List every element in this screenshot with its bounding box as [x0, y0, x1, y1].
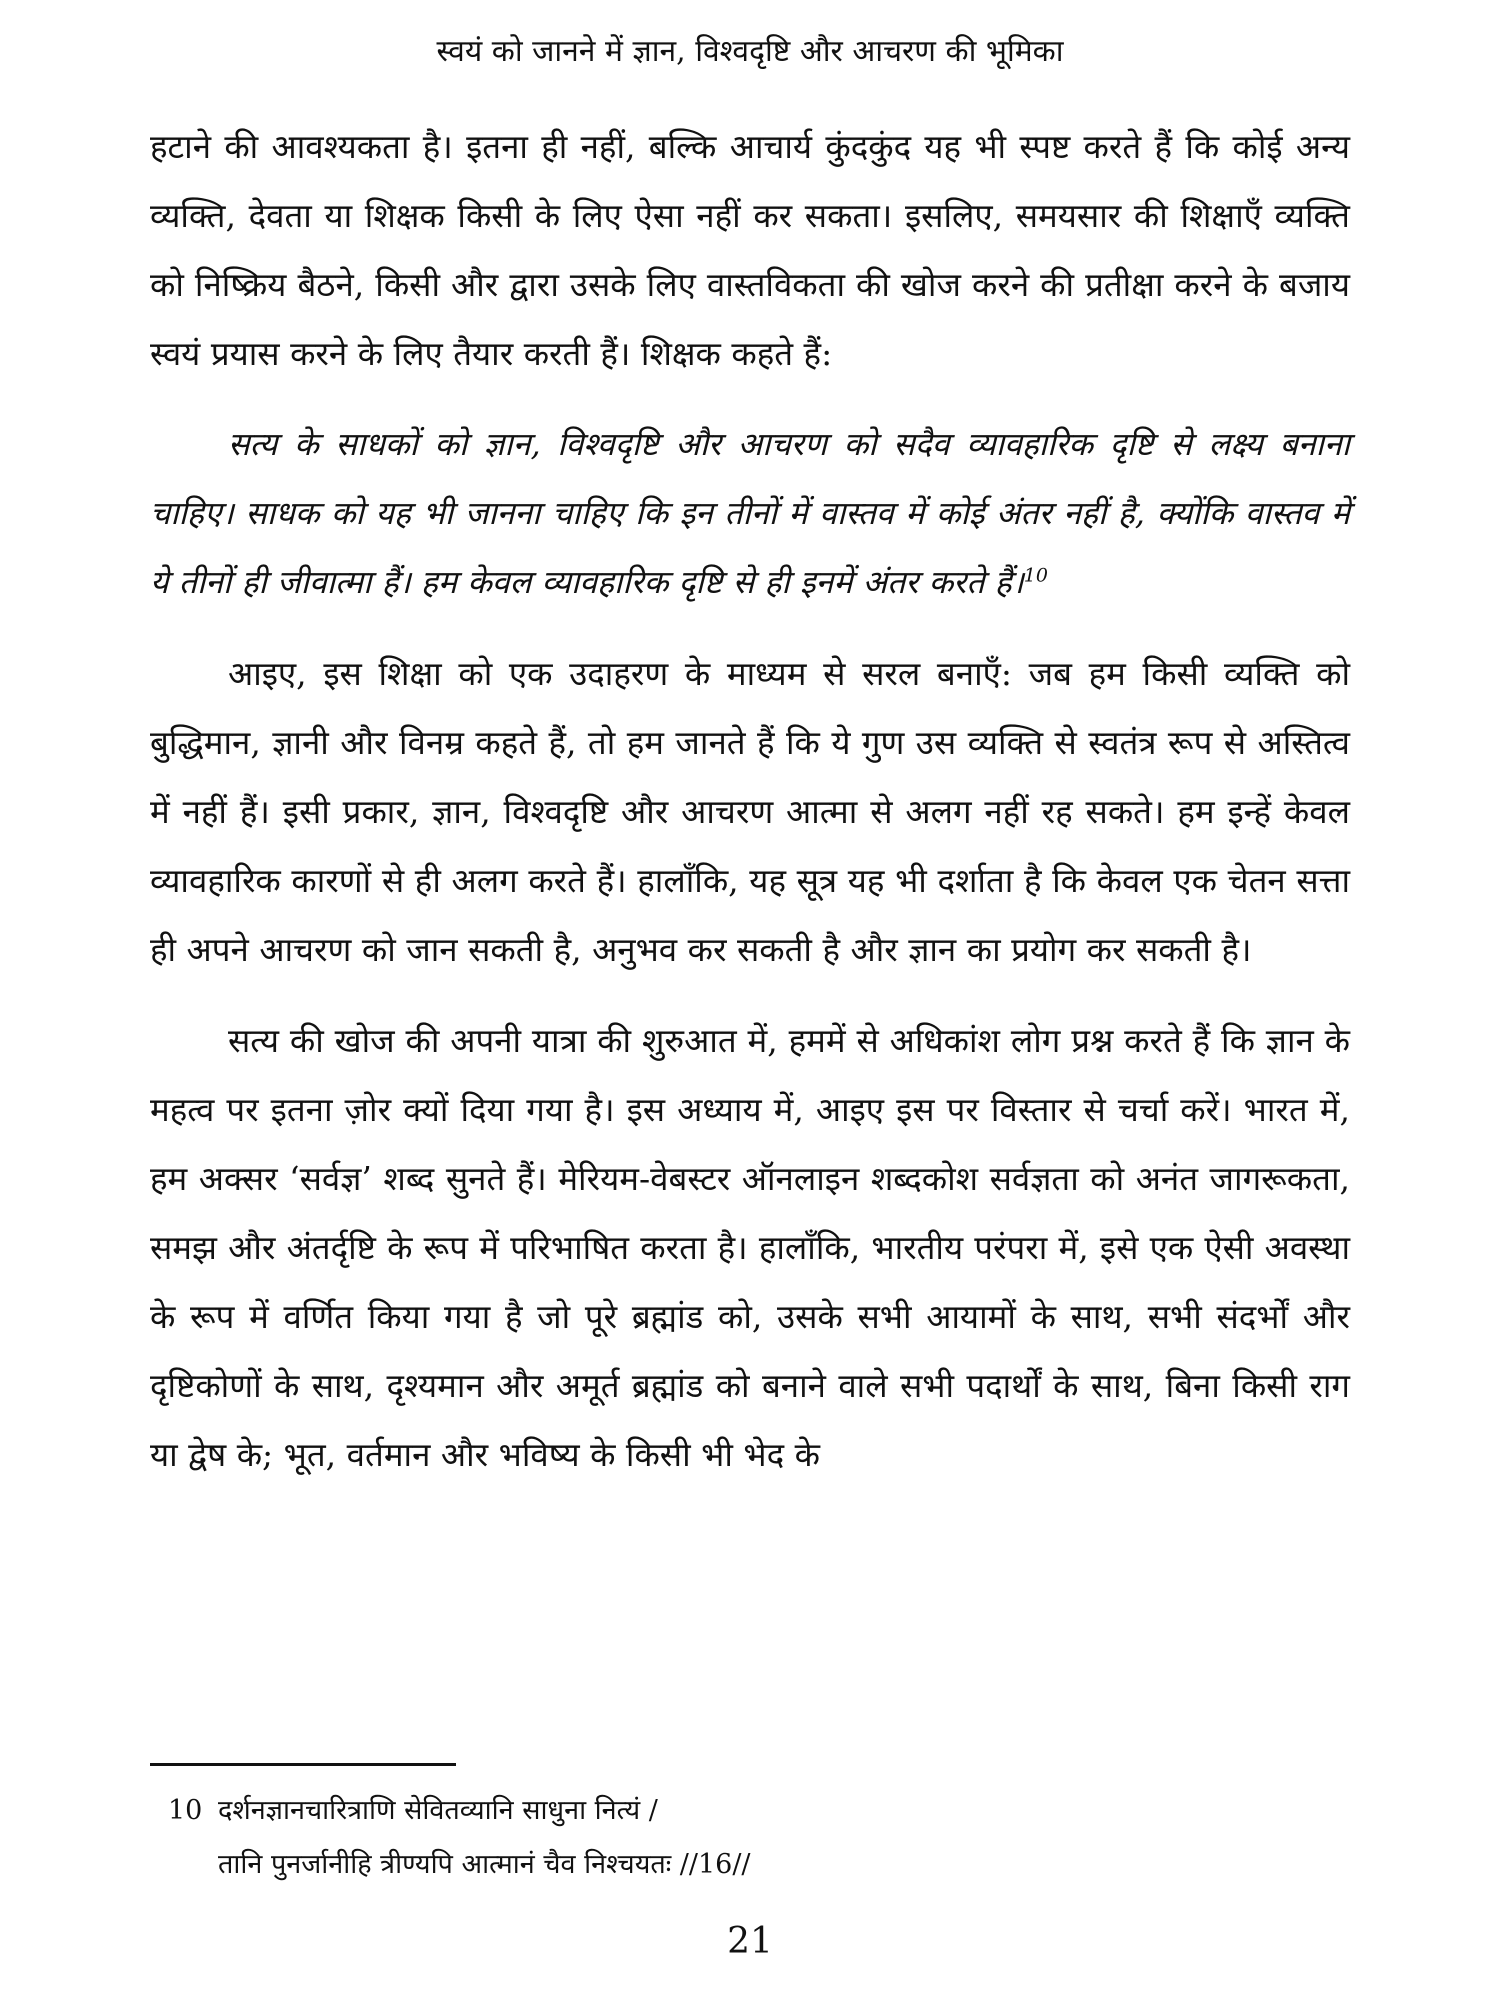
footnote	[168, 1784, 1268, 1892]
paragraph-3: सत्य की खोज की अपनी यात्रा की शुरुआत में, हममें से अधिकांश लोग प्रश्न करते हैं कि ज्ञान के महत्व पर इतना ज़ोर क्यों दिया गया है। इस अध्याय में, आइए इस पर विस्तार से चर्चा करें। भारत में, हम अक्सर ‘सर्वज्ञ’ शब्द सुनते हैं। मेरियम-वेबस्टर ऑनलाइन शब्दकोश सर्वज्ञता को अनंत जागरूकता, समझ और अंतर्दृष्टि के रूप में परिभाषित करता है। हालाँकि, भारतीय परंपरा में, इसे एक ऐसी अवस्था के रूप में वर्णित किया गया है जो पूरे ब्रह्मांड को, उसके सभी आयामों के साथ, सभी संदर्भों और दृष्टिकोणों के साथ, दृश्यमान और अमूर्त ब्रह्मांड को बनाने वाले सभी पदार्थों के साथ, बिना किसी राग या द्वेष के; भूत, वर्तमान और भविष्य के किसी भी भेद के	[150, 1021, 1350, 1474]
footnote-text-line-2: तानि पुनर्जानीहि त्रीण्यपि आत्मानं चैव निश्चयतः //16//	[218, 1849, 751, 1880]
paragraph-1: हटाने की आवश्यकता है। इतना ही नहीं, बल्कि आचार्य कुंदकुंद यह भी स्पष्ट करते हैं कि कोई अन्य व्यक्ति, देवता या शिक्षक किसी के लिए ऐसा नहीं कर सकता। इसलिए, समयसार की शिक्षाएँ व्यक्ति को निष्क्रिय बैठने, किसी और द्वारा उसके लिए वास्तविकता की खोज करने की प्रतीक्षा करने के बजाय स्वयं प्रयास करने के लिए तैयार करती हैं। शिक्षक कहते हैं:	[150, 127, 1350, 373]
block-quote	[150, 410, 1350, 617]
footnote-text-line-1: दर्शनज्ञानचारित्राणि सेवितव्यानि साधुना नित्यं /	[218, 1795, 658, 1826]
body-text	[150, 112, 1350, 1489]
footnote-number: 10	[168, 1795, 203, 1826]
paragraph-2: आइए, इस शिक्षा को एक उदाहरण के माध्यम से सरल बनाएँ: जब हम किसी व्यक्ति को बुद्धिमान, ज्ञानी और विनम्र कहते हैं, तो हम जानते हैं कि ये गुण उस व्यक्ति से स्वतंत्र रूप से अस्तित्व में नहीं हैं। इसी प्रकार, ज्ञान, विश्वदृष्टि और आचरण आत्मा से अलग नहीं रह सकते। हम इन्हें केवल व्यावहारिक कारणों से ही अलग करते हैं। हालाँकि, यह सूत्र यह भी दर्शाता है कि केवल एक चेतन सत्ता ही अपने आचरण को जान सकती है, अनुभव कर सकती है और ज्ञान का प्रयोग कर सकती है।	[150, 654, 1351, 969]
page-number: 21	[727, 1921, 773, 1962]
footnote-line-2	[168, 1838, 1268, 1892]
quote-text: सत्य के साधकों को ज्ञान, विश्वदृष्टि और आचरण को सदैव व्यावहारिक दृष्टि से लक्ष्य बनाना चाहिए। साधक को यह भी जानना चाहिए कि इन तीनों में वास्तव में कोई अंतर नहीं है, क्योंकि वास्तव में ये तीनों ही जीवात्मा हैं। हम केवल व्यावहारिक दृष्टि से ही इनमें अंतर करते हैं।	[150, 425, 1350, 601]
footnote-divider	[150, 1763, 456, 1766]
running-header: स्वयं को जानने में ज्ञान, विश्वदृष्टि और आचरण की भूमिका	[436, 34, 1064, 69]
footnote-line-1	[168, 1784, 1268, 1838]
footnote-reference: 10	[1023, 564, 1048, 587]
